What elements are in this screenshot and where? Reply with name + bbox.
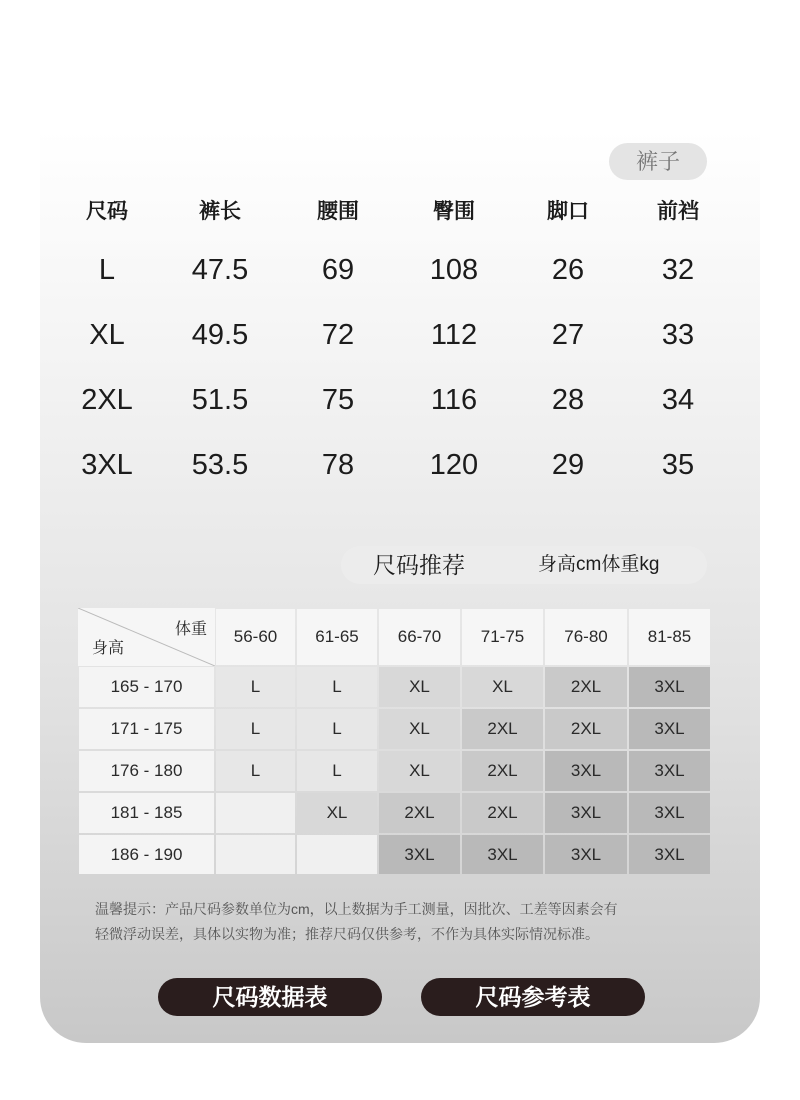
note-line-1: 温馨提示：产品尺码参数单位为cm，以上数据为手工测量，因批次、工差等因素会有 <box>95 901 618 917</box>
weight-header-cell: 81-85 <box>629 609 710 665</box>
recommend-cell: XL <box>379 667 460 707</box>
size-header-cell: 臀围 <box>433 200 475 223</box>
recommend-cell: L <box>297 667 377 707</box>
recommend-unit-note: 身高cm体重kg <box>538 554 660 575</box>
recommend-cell: 3XL <box>545 751 627 791</box>
recommend-cell: L <box>297 751 377 791</box>
weight-header-cell: 66-70 <box>379 609 460 665</box>
size-header-cell: 前裆 <box>657 200 699 223</box>
height-row-label: 171 - 175 <box>79 709 214 749</box>
size-cell: L <box>98 254 116 286</box>
size-data-button[interactable]: 尺码数据表 <box>158 978 382 1016</box>
recommend-cell: 3XL <box>629 709 710 749</box>
size-header-cell: 裤长 <box>199 200 241 223</box>
recommend-cell: XL <box>379 751 460 791</box>
recommend-cell: 3XL <box>379 835 460 874</box>
size-header-row <box>48 190 738 234</box>
weight-header-cell: 61-65 <box>297 609 377 665</box>
weight-header-cell: 76-80 <box>545 609 627 665</box>
size-cell: 112 <box>430 319 478 351</box>
weight-header-cell: 56-60 <box>216 609 295 665</box>
size-cell: 35 <box>661 449 695 481</box>
recommend-cell: 3XL <box>545 835 627 874</box>
size-cell: 49.5 <box>191 319 249 351</box>
note-line-2: 轻微浮动误差，具体以实物为准；推荐尺码仅供参考，不作为具体实际情况标准。 <box>95 926 599 942</box>
recommend-cell: 2XL <box>545 667 627 707</box>
size-cell: 34 <box>661 384 695 416</box>
recommend-cell: 3XL <box>629 793 710 833</box>
recommend-cell: L <box>297 709 377 749</box>
size-header-cell: 尺码 <box>86 200 128 223</box>
size-cell: 26 <box>551 254 585 286</box>
size-cell: 33 <box>661 319 695 351</box>
size-cell: 78 <box>321 449 355 481</box>
size-cell: 53.5 <box>191 449 249 481</box>
size-cell: 2XL <box>81 384 133 416</box>
size-header-cell: 脚口 <box>547 200 589 223</box>
recommend-cell: 2XL <box>462 751 543 791</box>
weight-header-cell: 71-75 <box>462 609 543 665</box>
size-cell: 75 <box>321 384 355 416</box>
size-cell: 29 <box>551 449 585 481</box>
size-cell: 32 <box>661 254 695 286</box>
recommend-header <box>341 546 707 584</box>
size-cell: 3XL <box>81 449 133 481</box>
size-cell: 120 <box>429 449 479 481</box>
size-cell: 27 <box>551 319 585 351</box>
weight-axis-label: 体重 <box>174 621 207 638</box>
height-row-label: 181 - 185 <box>79 793 214 833</box>
size-row <box>48 313 738 357</box>
size-cell: XL <box>89 319 125 351</box>
size-row <box>48 378 738 422</box>
recommend-cell: XL <box>297 793 377 833</box>
recommend-title: 尺码推荐 <box>373 552 465 578</box>
height-axis-label: 身高 <box>92 640 125 657</box>
size-cell: 116 <box>430 384 478 416</box>
recommend-cell: 3XL <box>629 667 710 707</box>
recommend-cell: 3XL <box>629 751 710 791</box>
recommend-cell: 3XL <box>462 835 543 874</box>
recommend-cell: XL <box>462 667 543 707</box>
recommend-cell: 2XL <box>379 793 460 833</box>
height-row-label: 165 - 170 <box>79 667 214 707</box>
size-row <box>48 443 738 487</box>
size-header-cell: 腰围 <box>317 200 359 223</box>
recommend-cell: L <box>216 667 295 707</box>
size-reference-button[interactable]: 尺码参考表 <box>421 978 645 1016</box>
category-tag: 裤子 <box>609 143 707 180</box>
recommend-cell: 2XL <box>545 709 627 749</box>
recommend-cell: 2XL <box>462 709 543 749</box>
recommend-cell: 3XL <box>629 835 710 874</box>
size-cell: 47.5 <box>191 254 249 286</box>
height-row-label: 186 - 190 <box>79 835 214 874</box>
size-cell: 72 <box>321 319 355 351</box>
size-cell: 69 <box>321 254 355 286</box>
size-recommend-table <box>78 608 711 875</box>
recommend-cell: L <box>216 709 295 749</box>
height-row-label: 176 - 180 <box>79 751 214 791</box>
recommend-cell: 2XL <box>462 793 543 833</box>
table-corner-cell <box>78 608 215 666</box>
size-cell: 108 <box>429 254 479 286</box>
size-cell: 51.5 <box>191 384 249 416</box>
recommend-cell: XL <box>379 709 460 749</box>
recommend-cell <box>216 835 295 874</box>
recommend-cell: 3XL <box>545 793 627 833</box>
recommend-cell: L <box>216 751 295 791</box>
recommend-cell <box>216 793 295 833</box>
recommend-cell <box>297 835 377 874</box>
size-cell: 28 <box>551 384 585 416</box>
size-row <box>48 248 738 292</box>
size-note <box>95 897 725 947</box>
